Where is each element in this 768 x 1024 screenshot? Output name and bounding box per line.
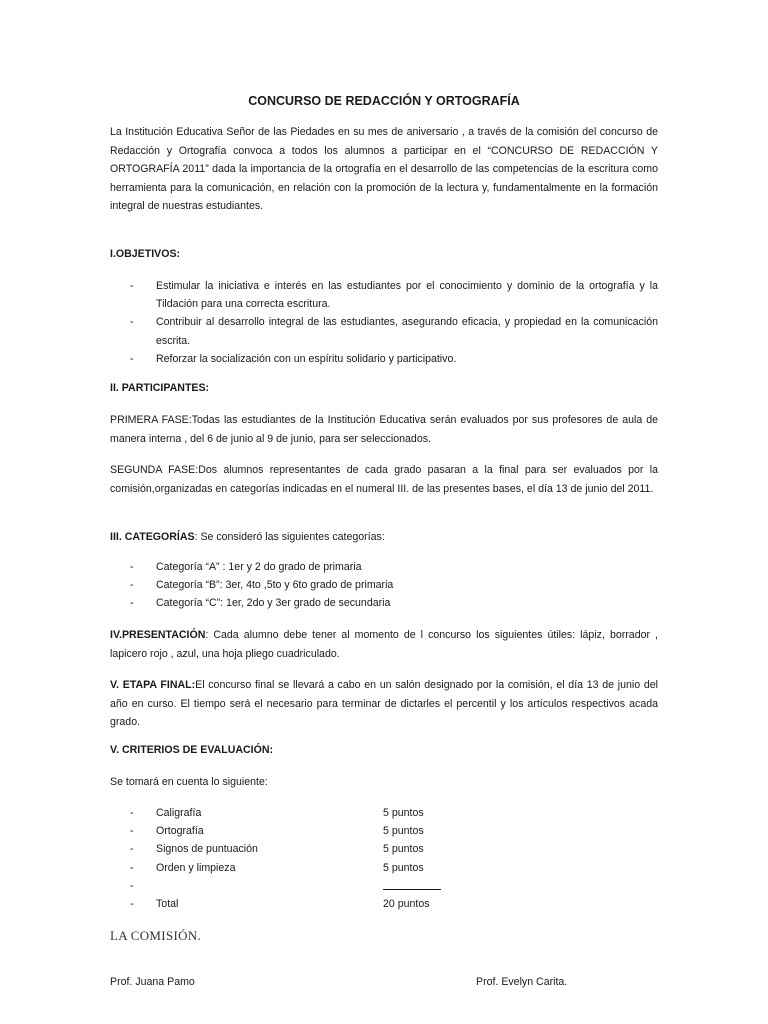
- primera-fase-label: PRIMERA FASE:: [110, 414, 192, 426]
- table-row: - Orden y limpieza 5 puntos: [130, 861, 424, 874]
- categorias-list: [110, 558, 658, 613]
- etapa-final-text: El concurso final se llevará a cabo en un salón designado por la comisión, el día 13 de junio del año en curso. El tiempo será el necesario para terminar de dictarles el percentil y los artículos respectivos acada grado.: [110, 679, 658, 728]
- signature-label: LA COMISIÓN.: [110, 928, 201, 943]
- prof-left-name: Prof. Juana Pamo: [110, 976, 195, 988]
- primera-fase-paragraph: [110, 411, 658, 448]
- list-item: - Reforzar la socialización con un espíritu solidario y participativo.: [130, 352, 457, 365]
- total-label: Total: [156, 897, 179, 910]
- total-row: - Total 20 puntos: [110, 895, 658, 913]
- list-item: - Categoría “B”: 3er, 4to ,5to y 6to grado de primaria: [130, 579, 394, 592]
- segunda-fase-paragraph: [110, 461, 658, 498]
- criterios-list: [110, 804, 658, 913]
- sum-line-divider: [383, 889, 441, 890]
- criterios-intro: Se tomará en cuenta lo siguiente:: [110, 776, 268, 788]
- participantes-heading: II. PARTICIPANTES:: [110, 382, 210, 394]
- list-item: - Categoría “C”: 1er, 2do y 3er grado de secundaria: [130, 597, 391, 610]
- presentacion-text: : Cada alumno debe tener al momento de l concurso los siguientes útiles: lápiz, borrador , lapicero rojo , azul, una hoja pliego cuadriculado.: [110, 629, 658, 660]
- categorias-heading: III. CATEGORÍAS: [110, 531, 195, 543]
- categorias-paragraph: [110, 528, 658, 547]
- table-row: - Ortografía 5 puntos: [130, 825, 424, 838]
- list-item: - Categoría “A” : 1er y 2 do grado de primaria: [130, 561, 362, 573]
- etapa-final-paragraph: [110, 676, 658, 732]
- total-points: 20 puntos: [383, 897, 430, 910]
- prof-right-name: Prof. Evelyn Carita.: [476, 976, 568, 988]
- presentacion-heading: IV.PRESENTACIÓN: [110, 629, 206, 641]
- table-row: - Caligrafía 5 puntos: [130, 807, 424, 819]
- etapa-final-heading: V. ETAPA FINAL:: [110, 679, 196, 691]
- segunda-fase-label: SEGUNDA FASE:: [110, 464, 199, 476]
- list-item: - Estimular la iniciativa e interés en las estudiantes por el conocimiento y dominio de la ortografía y la Tildación para una correcta escritura.: [130, 280, 658, 311]
- table-row: - Signos de puntuación 5 puntos: [130, 843, 424, 856]
- segunda-fase-text: Dos alumnos representantes de cada grado pasaran a la final para ser evaluados por la comisión,organizadas en categorías indicadas en el numeral III. de las presentes bases, el día 13 de junio del 2011.: [110, 464, 658, 495]
- criterios-heading: V. CRITERIOS DE EVALUACIÓN:: [110, 744, 274, 756]
- primera-fase-text: Todas las estudiantes de la Institución Educativa serán evaluados por sus profesores de aula de manera interna , del 6 de junio al 9 de junio, para ser seleccionados.: [110, 414, 658, 445]
- objetivos-list: [110, 277, 658, 368]
- presentacion-paragraph: [110, 626, 658, 663]
- intro-paragraph: La Institución Educativa Señor de las Piedades en su mes de aniversario , a través de la comisión del concurso de Redacción y Ortografía convoca a todos los alumnos a participar en el “CONCURSO DE REDACCIÓN Y ORTOGRAFÍA 2011” dada la importancia de la ortografía en el desarrollo de las competencias de la escritura como herramienta para la comunicación, en relación con la promoción de la lectura y, fundamentalmente en la formación integral de nuestras estudiantes.: [110, 126, 658, 212]
- sum-line-row: -: [110, 877, 658, 895]
- document-title: CONCURSO DE REDACCIÓN Y ORTOGRAFÍA: [248, 94, 520, 108]
- objetivos-heading: I.OBJETIVOS:: [110, 248, 181, 260]
- list-item: - Contribuir al desarrollo integral de las estudiantes, asegurando eficacia, y propiedad en la comunicación escrita.: [130, 316, 658, 347]
- categorias-intro: : Se consideró las siguientes categorías:: [194, 531, 385, 543]
